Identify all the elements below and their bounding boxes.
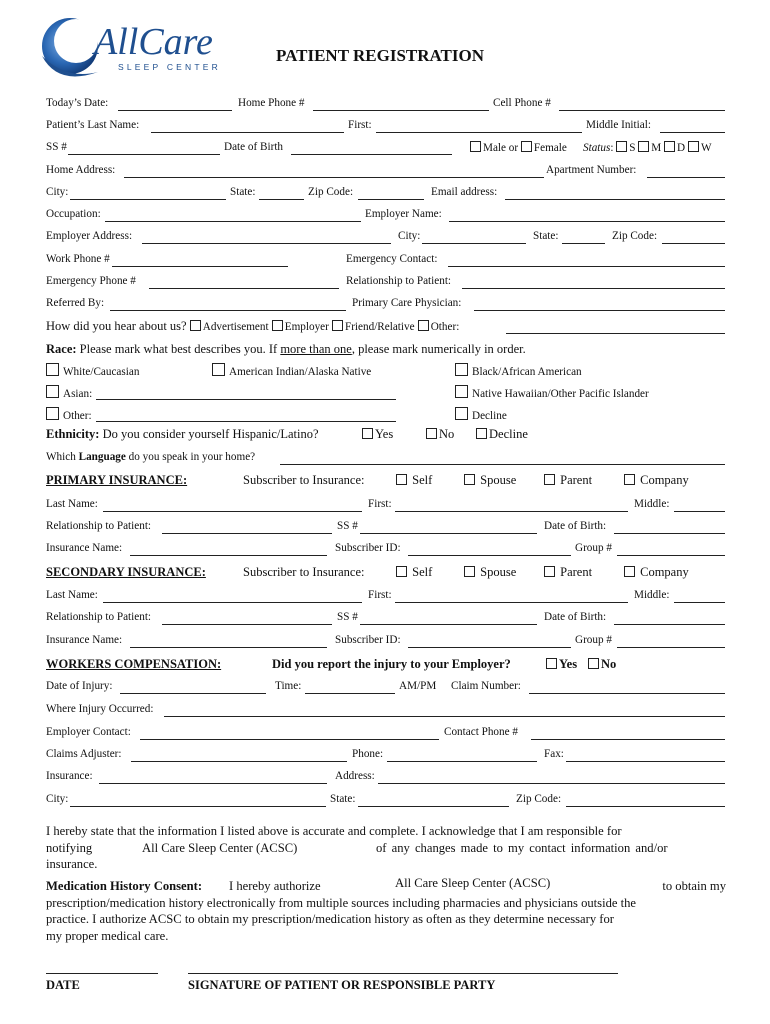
status-label: Status xyxy=(583,142,611,154)
male-label: Male or xyxy=(483,142,521,154)
page-title: PATIENT REGISTRATION xyxy=(276,46,484,65)
injury-time-label: Time: xyxy=(275,680,302,692)
apartment-field[interactable] xyxy=(647,177,725,178)
status-w-label: W xyxy=(700,142,712,154)
primary-dob-field[interactable] xyxy=(614,533,725,534)
advertisement-checkbox[interactable] xyxy=(190,320,201,331)
home-address-field[interactable] xyxy=(124,177,544,178)
claims-adjuster-field[interactable] xyxy=(131,761,347,762)
language-question xyxy=(46,451,255,463)
secondary-ss-label: SS # xyxy=(337,611,358,623)
hawaiian-label: Native Hawaiian/Other Pacific Islander xyxy=(472,388,649,400)
accuracy-statement xyxy=(46,823,726,873)
ethnicity-text: Do you consider yourself Hispanic/Latino? xyxy=(102,427,319,441)
primary-insurance-heading: PRIMARY INSURANCE: xyxy=(46,473,188,487)
secondary-last-field[interactable] xyxy=(103,602,362,603)
email-label: Email address: xyxy=(431,186,498,198)
primary-last-label: Last Name: xyxy=(46,498,98,510)
dob-field[interactable] xyxy=(291,154,452,155)
workers-yes-label: Yes xyxy=(559,657,578,671)
workers-no-checkbox[interactable] xyxy=(588,658,599,669)
logo-name: AllCare xyxy=(94,21,213,63)
city-field[interactable] xyxy=(70,199,226,200)
employer-name-label: Employer Name: xyxy=(365,208,442,220)
primary-ss-label: SS # xyxy=(337,520,358,532)
ethnicity-decline xyxy=(476,427,528,442)
ethnicity-label: Ethnicity: xyxy=(46,427,100,441)
first-name-label: First: xyxy=(348,119,372,131)
other-label: Other: xyxy=(430,321,460,333)
last-name-label: Patient’s Last Name: xyxy=(46,119,140,131)
secondary-last-label: Last Name: xyxy=(46,589,98,601)
primary-insurance-name-label: Insurance Name: xyxy=(46,542,123,554)
secondary-first-label: First: xyxy=(368,589,392,601)
secondary-relationship-field[interactable] xyxy=(162,624,332,625)
ethnicity-yes-label: Yes xyxy=(375,427,394,441)
wc-insurance-label: Insurance: xyxy=(46,770,93,782)
occupation-field[interactable] xyxy=(105,221,361,222)
statement-notifying: notifying xyxy=(46,840,93,855)
race-label: Race: xyxy=(46,342,77,356)
primary-parent xyxy=(544,473,592,488)
employer-address-label: Employer Address: xyxy=(46,230,133,242)
primary-group-label: Group # xyxy=(575,542,612,554)
secondary-insurance-heading: SECONDARY INSURANCE: xyxy=(46,565,206,579)
employer-zip-label: Zip Code: xyxy=(612,230,658,242)
statement-line-2 xyxy=(46,840,726,857)
secondary-subscriber-id-label: Subscriber ID: xyxy=(335,634,401,646)
status-m-label: M xyxy=(651,142,662,154)
employer-contact-field[interactable] xyxy=(140,739,439,740)
race-decline xyxy=(455,407,507,422)
home-phone-field[interactable] xyxy=(313,110,489,111)
adjuster-phone-field[interactable] xyxy=(387,761,537,762)
employer-label: Employer xyxy=(284,321,329,333)
wc-zip-label: Zip Code: xyxy=(516,793,562,805)
consent-entity: All Care Sleep Center (ACSC) xyxy=(395,876,551,890)
employer-checkbox[interactable] xyxy=(272,320,283,331)
employer-address-field[interactable] xyxy=(142,243,391,244)
medication-consent xyxy=(46,878,726,944)
race-decline-checkbox[interactable] xyxy=(455,407,468,420)
work-phone-label: Work Phone # xyxy=(46,253,110,265)
claim-number-label: Claim Number: xyxy=(451,680,521,692)
race-other xyxy=(46,407,92,422)
middle-initial-label: Middle Initial: xyxy=(586,119,651,131)
primary-subscriber-id-field[interactable] xyxy=(408,555,571,556)
wc-address-field[interactable] xyxy=(378,783,725,784)
primary-spouse xyxy=(464,473,516,488)
primary-company-label: Company xyxy=(640,473,689,487)
statement-line-3: insurance. xyxy=(46,857,98,871)
allcare-logo xyxy=(36,10,236,90)
wc-insurance-field[interactable] xyxy=(99,783,327,784)
email-field[interactable] xyxy=(505,199,725,200)
race-hawaiian xyxy=(455,385,649,400)
primary-insurance-name-field[interactable] xyxy=(130,555,327,556)
black-checkbox[interactable] xyxy=(455,363,468,376)
signature-line[interactable] xyxy=(188,973,618,974)
race-asian xyxy=(46,385,92,400)
indian-label: American Indian/Alaska Native xyxy=(229,366,372,378)
race-instruction-c: , please mark numerically in order. xyxy=(351,342,526,356)
where-injury-field[interactable] xyxy=(164,716,725,717)
claim-number-field[interactable] xyxy=(529,693,725,694)
race-other-field[interactable] xyxy=(96,421,396,422)
statement-rest: of any changes made to my contact information and/or xyxy=(376,840,668,855)
ss-field[interactable] xyxy=(68,154,220,155)
workers-question: Did you report the injury to your Employer? xyxy=(272,657,511,671)
secondary-group-label: Group # xyxy=(575,634,612,646)
friend-label: Friend/Relative xyxy=(344,321,415,333)
black-label: Black/African American xyxy=(472,366,582,378)
employer-contact-label: Employer Contact: xyxy=(46,726,131,738)
secondary-group-field[interactable] xyxy=(617,647,725,648)
date-footer-label: DATE xyxy=(46,978,80,992)
primary-middle-field[interactable] xyxy=(674,511,725,512)
emergency-relationship-field[interactable] xyxy=(462,288,725,289)
hear-question: How did you hear about us? xyxy=(46,319,187,333)
secondary-parent-checkbox[interactable] xyxy=(544,566,555,577)
ss-label: SS # xyxy=(46,141,67,153)
referred-by-field[interactable] xyxy=(110,310,346,311)
secondary-dob-label: Date of Birth: xyxy=(544,611,607,623)
secondary-self-checkbox[interactable] xyxy=(396,566,407,577)
wc-state-field[interactable] xyxy=(358,806,509,807)
indian-checkbox[interactable] xyxy=(212,363,225,376)
contact-phone-field[interactable] xyxy=(531,739,725,740)
race-instruction-b: more than one xyxy=(280,342,352,356)
primary-ss-field[interactable] xyxy=(360,533,537,534)
employer-city-label: City: xyxy=(398,230,421,242)
language-text-b: Language xyxy=(78,451,126,463)
race-other-label: Other: xyxy=(63,410,92,422)
race-instruction-a: Please mark what best describes you. If xyxy=(79,342,278,356)
race-white xyxy=(46,363,139,378)
hear-about-us xyxy=(46,319,459,334)
status-m-checkbox[interactable] xyxy=(638,141,649,152)
primary-subscriber-id-label: Subscriber ID: xyxy=(335,542,401,554)
ethnicity-question xyxy=(46,427,319,442)
status-colon: : xyxy=(610,142,614,154)
status-w-checkbox[interactable] xyxy=(688,141,699,152)
secondary-dob-field[interactable] xyxy=(614,624,725,625)
workers-no xyxy=(588,657,616,672)
secondary-ss-field[interactable] xyxy=(360,624,537,625)
primary-company-checkbox[interactable] xyxy=(624,474,635,485)
home-address-label: Home Address: xyxy=(46,164,116,176)
ethnicity-no-checkbox[interactable] xyxy=(426,428,437,439)
cell-phone-label: Cell Phone # xyxy=(493,97,551,109)
consent-label: Medication History Consent: xyxy=(46,879,203,893)
consent-line-1 xyxy=(46,878,726,895)
wc-city-label: City: xyxy=(46,793,69,805)
workers-yes xyxy=(546,657,577,672)
ethnicity-decline-checkbox[interactable] xyxy=(476,428,487,439)
pcp-field[interactable] xyxy=(474,310,725,311)
wc-address-label: Address: xyxy=(335,770,375,782)
status-s-label: S xyxy=(629,142,636,154)
wc-zip-field[interactable] xyxy=(566,806,725,807)
language-field[interactable] xyxy=(280,464,725,465)
city-label: City: xyxy=(46,186,69,198)
primary-self-label: Self xyxy=(412,473,433,487)
ethnicity-yes xyxy=(362,427,393,442)
wc-city-field[interactable] xyxy=(70,806,326,807)
occupation-label: Occupation: xyxy=(46,208,101,220)
ethnicity-no xyxy=(426,427,454,442)
secondary-subscriber-label: Subscriber to Insurance: xyxy=(243,565,365,579)
employer-zip-field[interactable] xyxy=(662,243,725,244)
white-label: White/Caucasian xyxy=(63,366,140,378)
primary-group-field[interactable] xyxy=(617,555,725,556)
secondary-insurance-name-label: Insurance Name: xyxy=(46,634,123,646)
secondary-company-label: Company xyxy=(640,565,689,579)
consent-line-4: my proper medical care. xyxy=(46,928,169,943)
emergency-phone-field[interactable] xyxy=(149,288,339,289)
primary-parent-label: Parent xyxy=(560,473,593,487)
sex-options xyxy=(470,141,567,154)
race-black xyxy=(455,363,582,378)
secondary-spouse xyxy=(464,565,516,580)
friend-checkbox[interactable] xyxy=(332,320,343,331)
white-checkbox[interactable] xyxy=(46,363,59,376)
todays-date-label: Today’s Date: xyxy=(46,97,109,109)
dob-label: Date of Birth xyxy=(224,141,284,153)
hear-other-field[interactable] xyxy=(506,333,725,334)
primary-self-checkbox[interactable] xyxy=(396,474,407,485)
primary-subscriber-label: Subscriber to Insurance: xyxy=(243,473,365,487)
wc-state-label: State: xyxy=(330,793,356,805)
fax-label: Fax: xyxy=(544,748,564,760)
referred-by-label: Referred By: xyxy=(46,297,105,309)
where-injury-label: Where Injury Occurred: xyxy=(46,703,154,715)
workers-no-label: No xyxy=(601,657,617,671)
adjuster-phone-label: Phone: xyxy=(352,748,384,760)
race-other-checkbox[interactable] xyxy=(46,407,59,420)
consent-line-3: practice. I authorize ACSC to obtain my prescription/medication history as often as they determine necessary for xyxy=(46,912,614,926)
logo-tagline: SLEEP CENTER xyxy=(118,62,221,72)
status-d-label: D xyxy=(677,142,686,154)
race-instruction xyxy=(46,342,526,357)
secondary-self-label: Self xyxy=(412,565,433,579)
logo-swoosh-icon xyxy=(36,10,236,90)
secondary-insurance-name-field[interactable] xyxy=(130,647,327,648)
date-of-injury-field[interactable] xyxy=(120,693,266,694)
ampm-label: AM/PM xyxy=(399,680,437,692)
employer-state-label: State: xyxy=(533,230,559,242)
status-s-checkbox[interactable] xyxy=(616,141,627,152)
first-name-field[interactable] xyxy=(376,132,582,133)
home-phone-label: Home Phone # xyxy=(238,97,305,109)
primary-spouse-label: Spouse xyxy=(480,473,517,487)
todays-date-field[interactable] xyxy=(118,110,232,111)
state-label: State: xyxy=(230,186,256,198)
race-decline-label: Decline xyxy=(472,410,507,422)
secondary-middle-label: Middle: xyxy=(634,589,670,601)
race-indian xyxy=(212,363,371,378)
secondary-company-checkbox[interactable] xyxy=(624,566,635,577)
ethnicity-no-label: No xyxy=(439,427,455,441)
secondary-spouse-checkbox[interactable] xyxy=(464,566,475,577)
other-checkbox[interactable] xyxy=(418,320,429,331)
status-options xyxy=(583,141,712,154)
emergency-phone-label: Emergency Phone # xyxy=(46,275,136,287)
secondary-relationship-label: Relationship to Patient: xyxy=(46,611,152,623)
secondary-self xyxy=(396,565,432,580)
primary-company xyxy=(624,473,689,488)
secondary-spouse-label: Spouse xyxy=(480,565,517,579)
claims-adjuster-label: Claims Adjuster: xyxy=(46,748,122,760)
asian-label: Asian: xyxy=(63,388,93,400)
pcp-label: Primary Care Physician: xyxy=(352,297,462,309)
language-text-c: do you speak in your home? xyxy=(125,451,256,463)
injury-time-field[interactable] xyxy=(305,693,395,694)
ethnicity-decline-label: Decline xyxy=(489,427,528,441)
primary-middle-label: Middle: xyxy=(634,498,670,510)
language-text-a: Which xyxy=(46,451,79,463)
employer-city-field[interactable] xyxy=(422,243,526,244)
emergency-relationship-label: Relationship to Patient: xyxy=(346,275,452,287)
fax-field[interactable] xyxy=(566,761,725,762)
primary-relationship-field[interactable] xyxy=(162,533,332,534)
zip-label: Zip Code: xyxy=(308,186,354,198)
primary-first-field[interactable] xyxy=(395,511,628,512)
contact-phone-label: Contact Phone # xyxy=(444,726,518,738)
secondary-subscriber-id-field[interactable] xyxy=(408,647,571,648)
state-field[interactable] xyxy=(259,199,304,200)
primary-parent-checkbox[interactable] xyxy=(544,474,555,485)
primary-relationship-label: Relationship to Patient: xyxy=(46,520,152,532)
work-phone-field[interactable] xyxy=(112,266,288,267)
employer-state-field[interactable] xyxy=(562,243,605,244)
zip-field[interactable] xyxy=(358,199,424,200)
primary-last-field[interactable] xyxy=(103,511,362,512)
secondary-company xyxy=(624,565,689,580)
asian-field[interactable] xyxy=(96,399,396,400)
female-label: Female xyxy=(533,142,567,154)
emergency-contact-field[interactable] xyxy=(448,266,725,267)
statement-line-1: I hereby state that the information I listed above is accurate and complete. I acknowledge that I am responsible for xyxy=(46,824,622,838)
emergency-contact-label: Emergency Contact: xyxy=(346,253,438,265)
signature-footer-label: SIGNATURE OF PATIENT OR RESPONSIBLE PARTY xyxy=(188,978,496,992)
female-checkbox[interactable] xyxy=(521,141,532,152)
workers-comp-heading: WORKERS COMPENSATION: xyxy=(46,657,222,671)
male-checkbox[interactable] xyxy=(470,141,481,152)
asian-checkbox[interactable] xyxy=(46,385,59,398)
secondary-first-field[interactable] xyxy=(395,602,628,603)
advertisement-label: Advertisement xyxy=(202,321,269,333)
employer-name-field[interactable] xyxy=(449,221,725,222)
date-signature-line[interactable] xyxy=(46,973,158,974)
ethnicity-yes-checkbox[interactable] xyxy=(362,428,373,439)
status-d-checkbox[interactable] xyxy=(664,141,675,152)
last-name-field[interactable] xyxy=(151,132,344,133)
secondary-middle-field[interactable] xyxy=(674,602,725,603)
primary-dob-label: Date of Birth: xyxy=(544,520,607,532)
cell-phone-field[interactable] xyxy=(559,110,725,111)
secondary-parent-label: Parent xyxy=(560,565,593,579)
primary-first-label: First: xyxy=(368,498,392,510)
middle-initial-field[interactable] xyxy=(660,132,725,133)
workers-yes-checkbox[interactable] xyxy=(546,658,557,669)
hawaiian-checkbox[interactable] xyxy=(455,385,468,398)
primary-self xyxy=(396,473,432,488)
consent-text-a: I hereby authorize xyxy=(229,879,321,893)
primary-spouse-checkbox[interactable] xyxy=(464,474,475,485)
apartment-label: Apartment Number: xyxy=(546,164,637,176)
consent-text-b: to obtain my xyxy=(662,879,726,893)
date-of-injury-label: Date of Injury: xyxy=(46,680,113,692)
secondary-parent xyxy=(544,565,592,580)
consent-line-2: prescription/medication history electronically from multiple sources including pharmacies and physicians outside the xyxy=(46,895,636,910)
statement-entity: All Care Sleep Center (ACSC) xyxy=(142,840,298,855)
